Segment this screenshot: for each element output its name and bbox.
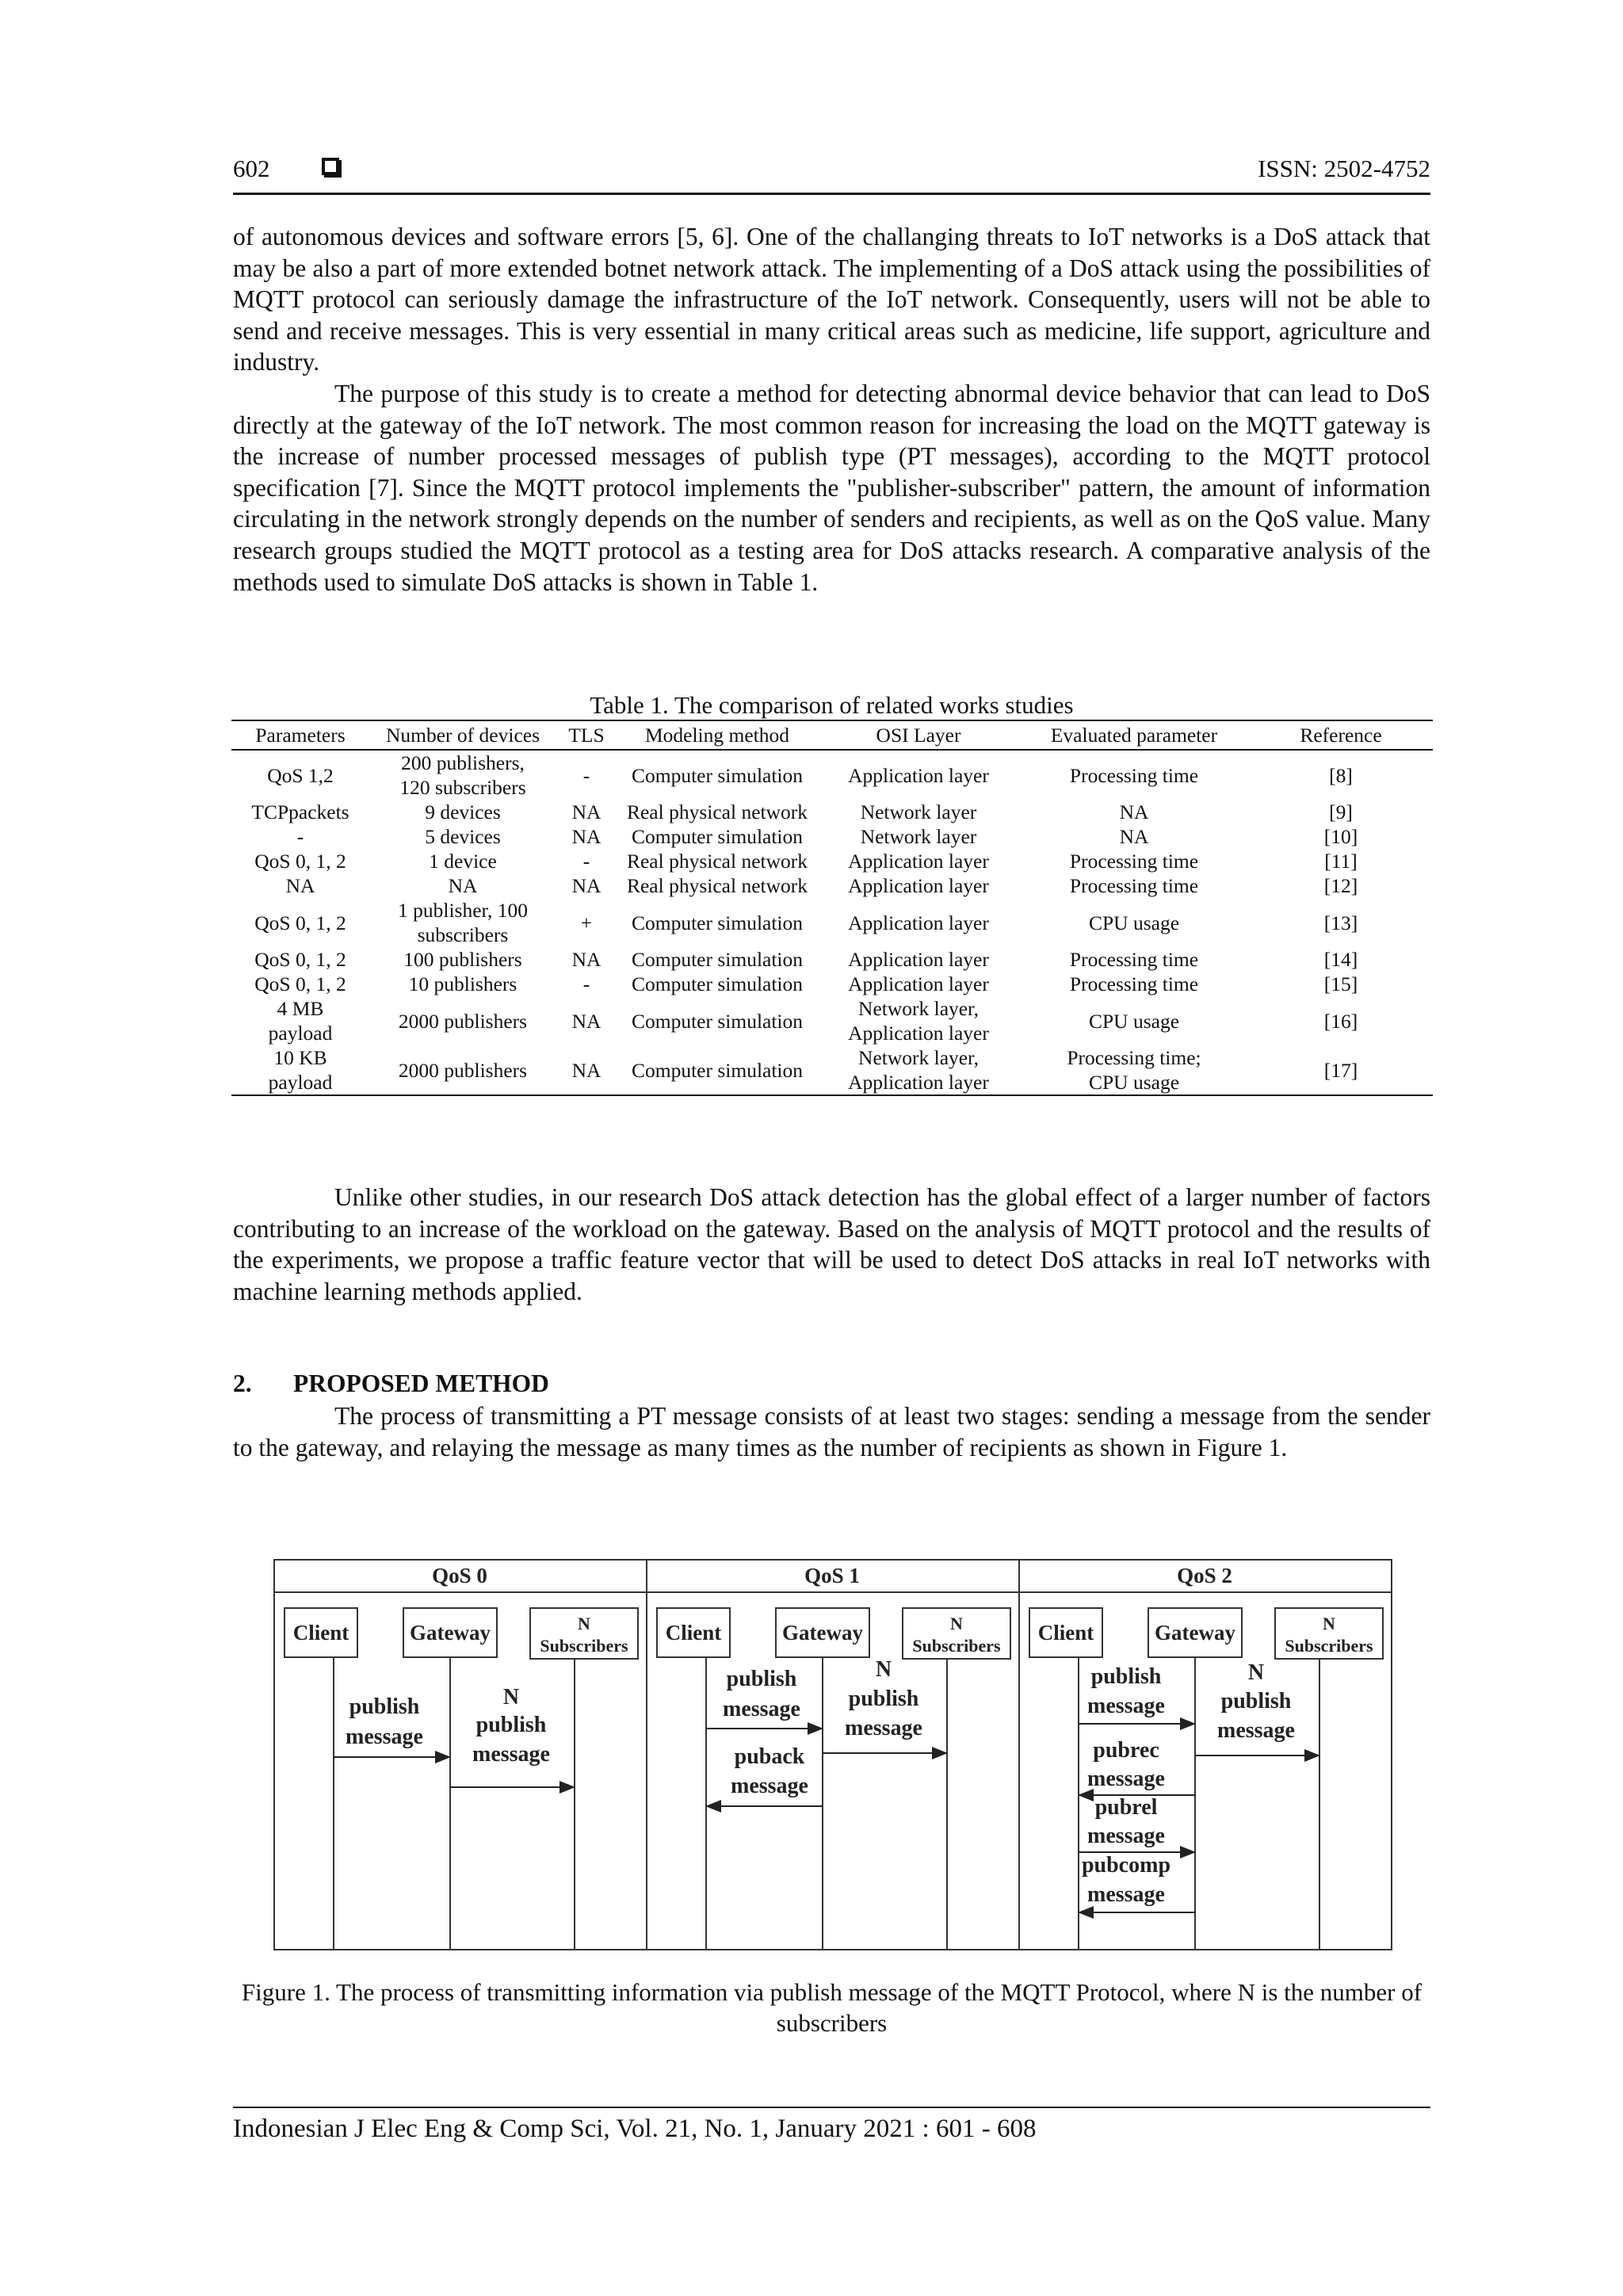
subscribers-n-label: N xyxy=(578,1614,590,1633)
client-label: Client xyxy=(665,1621,722,1645)
table-cell: [13] xyxy=(1323,911,1358,934)
message-label: pubrel xyxy=(1094,1795,1158,1820)
table-cell: [12] xyxy=(1323,874,1358,897)
table-row xyxy=(231,898,1433,947)
table-cell: 1 device xyxy=(429,850,497,873)
table-cell: Network layer, Application layer xyxy=(818,1045,1019,1095)
table-header-row xyxy=(231,720,1433,750)
message-label: publish xyxy=(1220,1689,1292,1713)
table-cell: 5 devices xyxy=(425,825,501,848)
table-cell: Application layer xyxy=(848,972,989,995)
table-cell: Computer simulation xyxy=(631,911,804,934)
table-caption: Table 1. The comparison of related works studies xyxy=(590,691,1074,719)
message-label: N xyxy=(502,1685,520,1710)
table-cell: 2000 publishers xyxy=(398,1009,528,1033)
table-cell: Computer simulation xyxy=(631,763,804,787)
message-label: message xyxy=(845,1716,922,1740)
message-label: publish xyxy=(848,1687,919,1711)
message-label: message xyxy=(731,1774,808,1798)
panel-title: QoS 2 xyxy=(1177,1564,1232,1587)
issn-label: ISSN: 2502-4752 xyxy=(1258,155,1430,182)
table-row xyxy=(231,873,1433,898)
message-label: message xyxy=(472,1742,550,1767)
table-cell: Processing time xyxy=(1069,763,1199,787)
message-label: pubcomp xyxy=(1081,1853,1171,1878)
message-label: message xyxy=(1087,1694,1165,1718)
table-cell: NA xyxy=(571,948,601,971)
table-cell: CPU usage xyxy=(1088,911,1180,934)
table-cell: Network layer xyxy=(860,825,977,848)
message-label: publish xyxy=(1090,1664,1162,1689)
table-row xyxy=(231,824,1433,849)
footer-rule xyxy=(233,2107,1430,2108)
table-row xyxy=(231,750,1433,800)
table-body xyxy=(231,750,1433,1095)
paragraph-2: The purpose of this study is to create a method for detecting abnormal device behavior that can lead to DoS directly at the gateway of the IoT network. The most common reason for increasing the load on the MQTT gateway is the increase of number processed messages of publish type (PT messages), according to the MQTT protocol specification [7]. Since the MQTT protocol implements the "publisher-subscriber" pattern, the amount of information circulating in the network strongly depends on the number of senders and recipients, as well as on the QoS value. Many research groups studied the MQTT protocol as a testing area for DoS attacks research. A comparative analysis of the methods used to simulate DoS attacks is shown in Table 1. xyxy=(233,380,1430,596)
table-cell: 4 MB payload xyxy=(268,997,333,1045)
table-row xyxy=(231,947,1433,972)
table-cell: Computer simulation xyxy=(631,972,804,995)
table-cell: NA xyxy=(448,874,478,897)
table-cell: - xyxy=(582,972,590,995)
column-header: Parameters xyxy=(231,720,369,750)
table-cell: QoS 0, 1, 2 xyxy=(254,972,346,995)
message-label: publish xyxy=(726,1667,797,1691)
table-cell: [15] xyxy=(1323,972,1358,995)
gateway-label: Gateway xyxy=(782,1621,863,1645)
paragraph-4: The process of transmitting a PT message consists of at least two stages: sending a message from the sender to the gateway, and relaying the message as many times as the number of recipients as shown in Figure 1. xyxy=(233,1402,1430,1461)
table-cell: Real physical network xyxy=(626,800,808,823)
table-cell: [14] xyxy=(1323,948,1358,971)
related-works-table xyxy=(231,720,1433,1096)
footer-citation: Indonesian J Elec Eng & Comp Sci, Vol. 21, No. 1, January 2021 : 601 - 608 xyxy=(233,2115,1037,2143)
panel-title: QoS 0 xyxy=(432,1564,487,1587)
table-cell: Real physical network xyxy=(626,850,808,873)
section-title: PROPOSED METHOD xyxy=(293,1370,549,1397)
table-cell: NA xyxy=(571,874,601,897)
table-cell: NA xyxy=(571,825,601,848)
paragraph-1: of autonomous devices and software errors [5, 6]. One of the challanging threats to IoT networks is a DoS attack that may be also a part of more extended botnet network attack. The implementing of a DoS attack using the possibilities of MQTT protocol can seriously damage the infrastructure of the IoT network. Consequently, users will not be able to send and receive messages. This is very essential in many critical areas such as medicine, life support, agriculture and industry. xyxy=(233,223,1430,376)
column-header: Number of devices xyxy=(369,720,556,750)
table-cell: Processing time xyxy=(1069,874,1199,897)
subscribers-label: Subscribers xyxy=(912,1636,1001,1656)
table-cell: 100 publishers xyxy=(403,948,522,971)
table-cell: NA xyxy=(285,874,315,897)
column-header: TLS xyxy=(556,720,617,750)
message-label: publish xyxy=(349,1694,420,1719)
subscribers-label: Subscribers xyxy=(1285,1636,1373,1656)
message-label: message xyxy=(1087,1882,1165,1907)
message-label: puback xyxy=(734,1744,805,1769)
table-cell: 2000 publishers xyxy=(369,1045,556,1095)
table-cell: Processing time xyxy=(1069,850,1199,873)
page-number: 602 xyxy=(233,155,270,182)
table-row xyxy=(231,1045,1433,1095)
table-row xyxy=(231,996,1433,1045)
table-cell: QoS 0, 1, 2 xyxy=(254,948,346,971)
table-cell: Real physical network xyxy=(626,874,808,897)
table-cell: Network layer xyxy=(860,800,977,823)
gateway-label: Gateway xyxy=(410,1621,491,1645)
table-cell: NA xyxy=(556,1045,617,1095)
table-cell: [11] xyxy=(1324,850,1358,873)
table-cell: [9] xyxy=(1329,800,1353,823)
table-cell: TCPpackets xyxy=(251,800,349,823)
table-cell: QoS 0, 1, 2 xyxy=(254,850,346,873)
client-label: Client xyxy=(292,1621,349,1645)
message-label: message xyxy=(1087,1767,1165,1791)
table-cell: Application layer xyxy=(848,911,989,934)
table-cell: 1 publisher, 100 subscribers xyxy=(397,899,528,946)
header-rule xyxy=(233,193,1430,195)
section-number: 2. xyxy=(233,1370,252,1397)
column-header: Modeling method xyxy=(617,720,818,750)
table-cell: CPU usage xyxy=(1088,1009,1180,1033)
square-bullet-icon xyxy=(322,158,339,175)
table-cell: 10 KB payload xyxy=(231,1045,369,1095)
paragraph-3: Unlike other studies, in our research DoS attack detection has the global effect of a larger number of factors contributing to an increase of the workload on the gateway. Based on the analysis of MQTT protocol and the results of the experiments, we propose a traffic feature vector that will be used to detect DoS attacks in real IoT networks with machine learning methods applied. xyxy=(233,1183,1430,1305)
subscribers-n-label: N xyxy=(950,1614,963,1633)
table-cell: Network layer, Application layer xyxy=(848,997,989,1045)
table-cell: Processing time xyxy=(1069,972,1199,995)
table-cell: 10 publishers xyxy=(408,972,517,995)
table-row xyxy=(231,849,1433,873)
table-cell: NA xyxy=(571,800,601,823)
panel-title: QoS 1 xyxy=(804,1564,860,1587)
table-cell: + xyxy=(580,911,593,934)
table-cell: - xyxy=(582,763,590,787)
table-cell: [8] xyxy=(1329,763,1353,787)
message-label: N xyxy=(1247,1660,1265,1685)
message-label: message xyxy=(346,1725,423,1749)
mqtt-qos-figure xyxy=(273,1559,1392,1950)
client-label: Client xyxy=(1037,1621,1094,1645)
table-cell: Processing time xyxy=(1069,948,1199,971)
table-cell: NA xyxy=(1119,825,1149,848)
column-header: Evaluated parameter xyxy=(1019,720,1249,750)
table-cell: [16] xyxy=(1323,1009,1358,1033)
gateway-label: Gateway xyxy=(1155,1621,1235,1645)
table-row xyxy=(231,972,1433,996)
subscribers-label: Subscribers xyxy=(540,1636,628,1656)
message-label: message xyxy=(1217,1718,1295,1743)
subscribers-n-label: N xyxy=(1323,1614,1335,1633)
table-cell: QoS 1,2 xyxy=(267,763,334,787)
message-label: pubrec xyxy=(1093,1738,1159,1763)
table-cell: NA xyxy=(1119,800,1149,823)
table-cell: QoS 0, 1, 2 xyxy=(254,911,346,934)
message-label: message xyxy=(723,1697,800,1721)
table-cell: [17] xyxy=(1249,1045,1433,1095)
table-cell: Computer simulation xyxy=(631,1009,804,1033)
table-cell: 9 devices xyxy=(425,800,501,823)
table-cell: Application layer xyxy=(848,763,989,787)
table-cell: - xyxy=(296,825,304,848)
table-cell: Computer simulation xyxy=(631,948,804,971)
table-cell: Processing time; CPU usage xyxy=(1019,1045,1249,1095)
table-cell: Application layer xyxy=(848,874,989,897)
table-cell: - xyxy=(582,850,590,873)
table-cell: [10] xyxy=(1323,825,1358,848)
figure-caption: Figure 1. The process of transmitting information via publish message of the MQTT Protocol, where N is the number of subscribers xyxy=(241,1978,1423,2037)
table-cell: 200 publishers, 120 subscribers xyxy=(399,751,526,799)
table-cell: NA xyxy=(571,1009,601,1033)
message-label: message xyxy=(1087,1824,1165,1848)
table-cell: Computer simulation xyxy=(617,1045,818,1095)
table-cell: Computer simulation xyxy=(631,825,804,848)
message-label: N xyxy=(875,1657,892,1682)
column-header: OSI Layer xyxy=(818,720,1019,750)
table-cell: Application layer xyxy=(848,948,989,971)
column-header: Reference xyxy=(1249,720,1433,750)
section-heading xyxy=(233,1370,549,1398)
table-row xyxy=(231,800,1433,824)
table-cell: Application layer xyxy=(848,850,989,873)
message-label: publish xyxy=(475,1713,547,1737)
